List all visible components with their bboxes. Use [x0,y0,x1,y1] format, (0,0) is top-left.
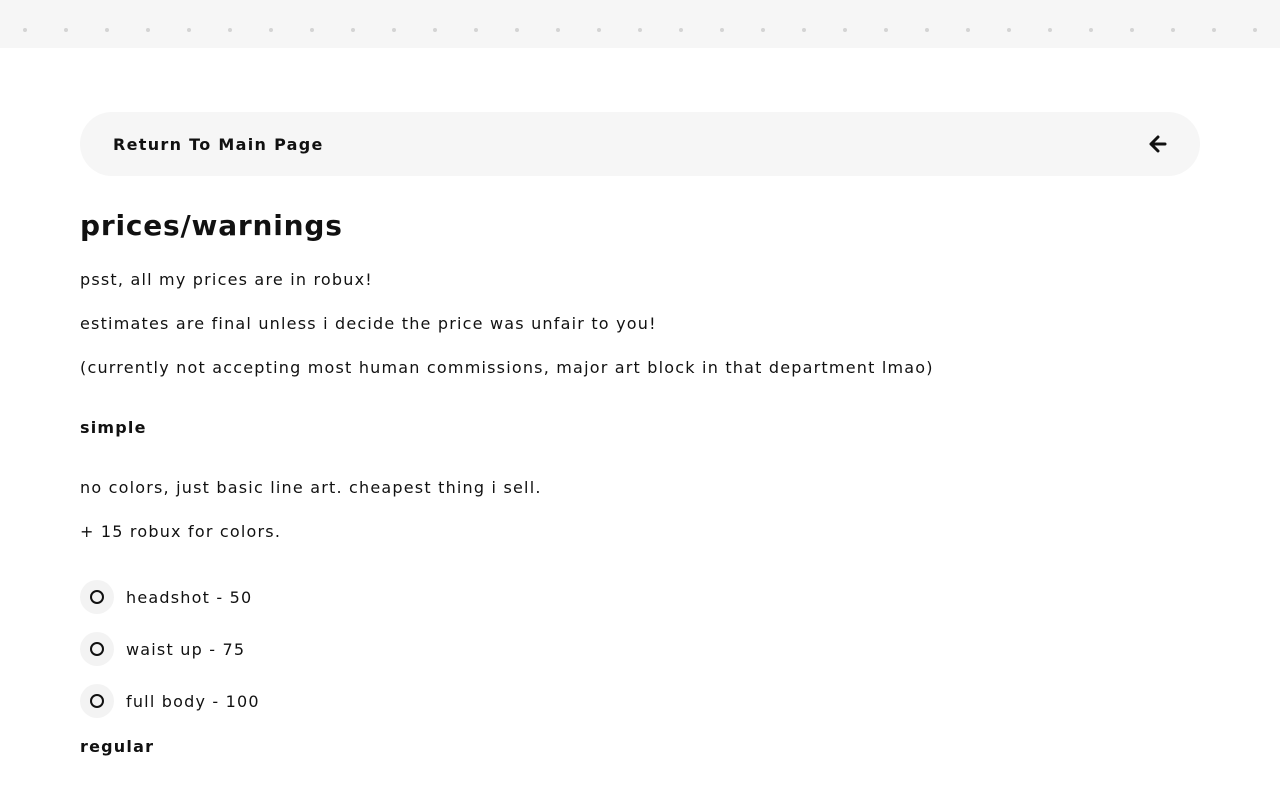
simple-description: no colors, just basic line art. cheapest thing i sell. [80,478,542,497]
option-label: headshot - 50 [126,587,253,607]
intro-paragraph-availability: (currently not accepting most human commissions, major art block in that department lmao) [80,358,934,377]
decorative-dot [351,28,355,32]
decorative-dot [228,28,232,32]
decorative-dot [105,28,109,32]
intro-paragraph-estimates: estimates are final unless i decide the price was unfair to you! [80,314,657,333]
decorative-dot [556,28,560,32]
option-waist-up[interactable] [80,631,1200,667]
option-label: full body - 100 [126,691,260,711]
decorative-dot [187,28,191,32]
simple-price-options [80,579,1200,719]
decorative-dot [1130,28,1134,32]
return-to-main-button[interactable] [80,112,1200,176]
decorative-dot [1089,28,1093,32]
decorative-dot [802,28,806,32]
decorative-dot [515,28,519,32]
intro-paragraph-prices: psst, all my prices are in robux! [80,270,373,289]
decorative-dot [638,28,642,32]
decorative-dot [146,28,150,32]
decorative-dot [1253,28,1257,32]
top-decoration-strip [0,0,1280,48]
decorative-dot [392,28,396,32]
decorative-dot [761,28,765,32]
decorative-dot [720,28,724,32]
decorative-dot [679,28,683,32]
decorative-dot [310,28,314,32]
arrow-left-icon [1149,135,1167,153]
decorative-dot [474,28,478,32]
return-to-main-label: Return To Main Page [113,134,324,154]
option-headshot[interactable] [80,579,1200,615]
decorative-dot [269,28,273,32]
decorative-dot [433,28,437,32]
decorative-dot [64,28,68,32]
radio-circle-icon [90,694,104,708]
radio-button[interactable] [80,632,114,666]
decorative-dot [1171,28,1175,32]
radio-button[interactable] [80,580,114,614]
option-label: waist up - 75 [126,639,246,659]
section-heading-simple: simple [80,418,147,437]
option-full-body[interactable] [80,683,1200,719]
decorative-dot [925,28,929,32]
decorative-dot [597,28,601,32]
decorative-dot [1048,28,1052,32]
radio-button[interactable] [80,684,114,718]
decorative-dot [23,28,27,32]
decorative-dot [966,28,970,32]
decorative-dot [884,28,888,32]
decorative-dot [843,28,847,32]
page-title: prices/warnings [80,209,343,242]
decorative-dot [1212,28,1216,32]
radio-circle-icon [90,642,104,656]
radio-circle-icon [90,590,104,604]
section-heading-regular: regular [80,737,155,756]
decorative-dot [1007,28,1011,32]
simple-color-note: + 15 robux for colors. [80,522,282,541]
main-content [80,112,1200,759]
